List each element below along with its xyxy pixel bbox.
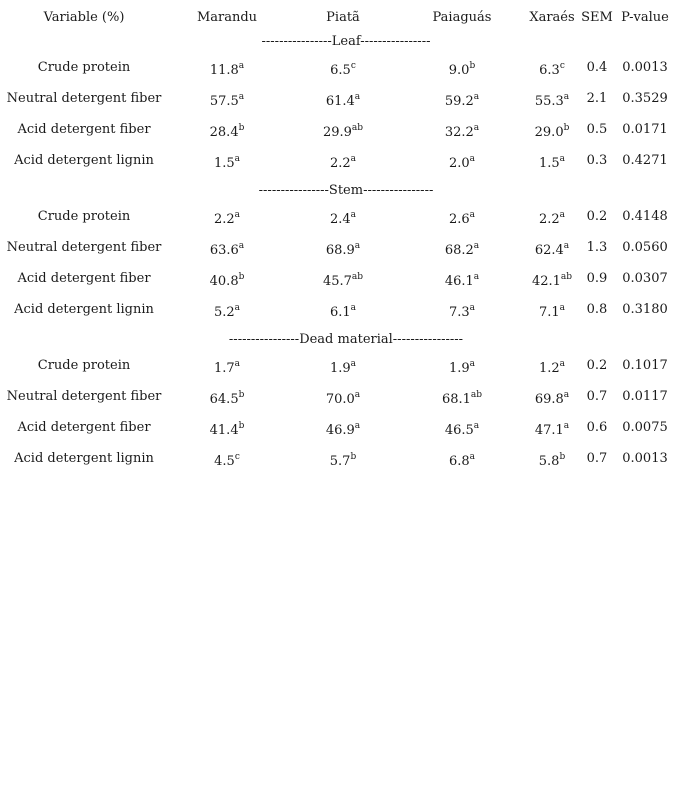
value-cell-paiaguas [448,60,476,78]
value: 46.9 [325,423,355,438]
variable-label: Neutral detergent fiber [6,240,162,255]
value-cell-paiaguas [448,153,476,171]
value: 2.4 [329,212,351,227]
significance-letter: a [234,358,241,369]
significance-letter: a [238,240,245,251]
value: 1.9 [329,361,351,376]
significance-letter: b [559,451,566,462]
significance-letter: b [238,122,245,133]
value: 69.8 [534,392,564,407]
value-cell-paiaguas [444,420,480,438]
significance-letter: a [563,420,570,431]
header-xaraes: Xaraés [529,10,575,25]
significance-letter: a [354,389,361,400]
value-cell-xaraes [538,153,566,171]
sem-value: 2.1 [586,91,608,106]
value: 6.1 [329,305,351,320]
sem-value: 1.3 [586,240,608,255]
variable-label: Acid detergent lignin [14,302,154,317]
value: 4.5 [214,454,235,469]
significance-letter: a [473,122,480,133]
significance-letter: a [350,209,357,220]
value: 68.1 [441,392,471,407]
pvalue-value: 0.0013 [622,60,668,75]
value: 28.4 [209,125,239,140]
sem-value: 0.7 [586,451,608,466]
variable-label: Acid detergent lignin [14,451,154,466]
value-cell-xaraes [534,240,570,258]
value: 55.3 [534,94,564,109]
value-cell-marandu [209,60,245,78]
value-cell-xaraes [531,271,573,289]
value-cell-piata [325,389,361,407]
value-cell-piata [325,240,361,258]
value-cell-marandu [209,389,245,407]
significance-letter: b [563,122,570,133]
value-cell-xaraes [538,302,566,320]
value: 46.5 [444,423,474,438]
value: 61.4 [325,94,355,109]
value-cell-piata [322,271,364,289]
significance-letter: a [473,420,480,431]
value: 9.0 [448,63,470,78]
value: 5.2 [213,305,235,320]
value-cell-marandu [209,271,245,289]
value: 11.8 [209,63,239,78]
significance-letter: a [559,153,566,164]
section-divider: ----------------Leaf---------------- [261,34,431,49]
value-cell-paiaguas [448,358,476,376]
value-cell-marandu [213,209,241,227]
sem-value: 0.2 [586,209,608,224]
value: 40.8 [209,274,239,289]
value-cell-piata [329,302,357,320]
significance-letter: a [469,302,476,313]
value: 1.5 [538,156,560,171]
value-cell-paiaguas [444,91,480,109]
significance-letter: a [234,209,241,220]
value-cell-paiaguas [444,240,480,258]
value-cell-xaraes [534,420,570,438]
significance-letter: ab [351,122,364,133]
pvalue-value: 0.0307 [622,271,668,286]
value-cell-paiaguas [448,451,476,469]
value: 47.1 [534,423,564,438]
variable-label: Acid detergent fiber [17,420,151,435]
value: 2.6 [448,212,470,227]
header-pvalue: P-value [621,10,669,25]
significance-letter: ab [351,271,364,282]
significance-letter: c [350,60,356,71]
value: 29.0 [534,125,564,140]
variable-label: Crude protein [37,60,131,75]
value: 1.7 [213,361,235,376]
value-cell-marandu [209,122,245,140]
value-cell-piata [329,358,357,376]
significance-letter: b [238,420,245,431]
value: 7.3 [448,305,470,320]
significance-letter: a [354,91,361,102]
value: 42.1 [531,274,561,289]
value: 46.1 [444,274,474,289]
value: 6.8 [448,454,470,469]
value: 62.4 [534,243,564,258]
value: 59.2 [444,94,474,109]
significance-letter: a [563,91,570,102]
value-cell-marandu [213,358,241,376]
pvalue-value: 0.1017 [622,358,668,373]
value-cell-marandu [209,420,245,438]
significance-letter: a [354,240,361,251]
value: 6.5 [330,63,351,78]
value-cell-xaraes [534,389,570,407]
value: 1.5 [213,156,235,171]
significance-letter: a [354,420,361,431]
sem-value: 0.7 [586,389,608,404]
section-divider: ----------------Dead material---------------- [228,332,464,347]
header-sem: SEM [581,10,613,25]
variable-label: Crude protein [37,209,131,224]
significance-letter: b [469,60,476,71]
significance-letter: b [350,451,357,462]
value-cell-paiaguas [448,302,476,320]
significance-letter: ab [560,271,573,282]
value: 41.4 [209,423,239,438]
header-variable: Variable (%) [43,10,125,25]
significance-letter: ab [470,389,483,400]
significance-letter: a [350,153,357,164]
value: 2.2 [329,156,351,171]
significance-letter: a [469,358,476,369]
significance-letter: c [234,451,240,462]
variable-label: Acid detergent lignin [14,153,154,168]
value-cell-piata [322,122,364,140]
value-cell-marandu [209,91,245,109]
significance-letter: a [469,209,476,220]
significance-letter: a [234,153,241,164]
variable-label: Crude protein [37,358,131,373]
pvalue-value: 0.3180 [622,302,668,317]
sem-value: 0.4 [586,60,608,75]
value-cell-paiaguas [444,271,480,289]
significance-letter: a [469,153,476,164]
value-cell-piata [325,91,361,109]
significance-letter: a [234,302,241,313]
pvalue-value: 0.0560 [622,240,668,255]
significance-letter: a [238,91,245,102]
value-cell-paiaguas [441,389,483,407]
sem-value: 0.3 [586,153,608,168]
sem-value: 0.9 [586,271,608,286]
value: 5.7 [329,454,351,469]
value-cell-piata [329,209,357,227]
pvalue-value: 0.3529 [622,91,668,106]
value: 70.0 [325,392,355,407]
value: 2.2 [213,212,235,227]
value: 64.5 [209,392,239,407]
sem-value: 0.2 [586,358,608,373]
value-cell-marandu [209,240,245,258]
significance-letter: a [559,302,566,313]
value: 32.2 [444,125,474,140]
significance-letter: a [473,271,480,282]
value-cell-paiaguas [448,209,476,227]
sem-value: 0.8 [586,302,608,317]
pvalue-value: 0.0075 [622,420,668,435]
significance-letter: a [473,240,480,251]
value-cell-piata [325,420,361,438]
value-cell-xaraes [539,60,565,78]
significance-letter: a [473,91,480,102]
value-cell-piata [329,451,357,469]
significance-letter: c [559,60,565,71]
value-cell-marandu [213,302,241,320]
value-cell-paiaguas [444,122,480,140]
significance-letter: a [469,451,476,462]
value-cell-piata [330,60,356,78]
value: 45.7 [322,274,352,289]
pvalue-value: 0.4271 [622,153,668,168]
pvalue-value: 0.0171 [622,122,668,137]
variable-label: Acid detergent fiber [17,122,151,137]
significance-letter: a [559,358,566,369]
value: 6.3 [539,63,560,78]
sem-value: 0.6 [586,420,608,435]
significance-letter: b [238,271,245,282]
significance-letter: a [563,240,570,251]
value: 1.2 [538,361,560,376]
pvalue-value: 0.0013 [622,451,668,466]
value-cell-xaraes [534,91,570,109]
value: 29.9 [322,125,352,140]
value: 1.9 [448,361,470,376]
value: 2.0 [448,156,470,171]
significance-letter: a [350,358,357,369]
value-cell-xaraes [534,122,570,140]
value-cell-xaraes [538,209,566,227]
value: 57.5 [209,94,239,109]
header-marandu: Marandu [196,10,258,25]
variable-label: Neutral detergent fiber [6,91,162,106]
variable-label: Acid detergent fiber [17,271,151,286]
pvalue-value: 0.0117 [622,389,668,404]
value-cell-marandu [214,451,240,469]
pvalue-value: 0.4148 [622,209,668,224]
value: 2.2 [538,212,560,227]
value-cell-xaraes [538,451,566,469]
sem-value: 0.5 [586,122,608,137]
value-cell-xaraes [538,358,566,376]
section-divider: ----------------Stem---------------- [258,183,434,198]
value: 7.1 [538,305,560,320]
value-cell-piata [329,153,357,171]
header-piata: Piatã [326,10,360,25]
significance-letter: a [563,389,570,400]
value: 68.2 [444,243,474,258]
header-paiaguas: Paiaguás [432,10,492,25]
value-cell-marandu [213,153,241,171]
value: 68.9 [325,243,355,258]
value: 63.6 [209,243,239,258]
significance-letter: a [238,60,245,71]
value: 5.8 [538,454,560,469]
significance-letter: b [238,389,245,400]
significance-letter: a [350,302,357,313]
variable-label: Neutral detergent fiber [6,389,162,404]
significance-letter: a [559,209,566,220]
